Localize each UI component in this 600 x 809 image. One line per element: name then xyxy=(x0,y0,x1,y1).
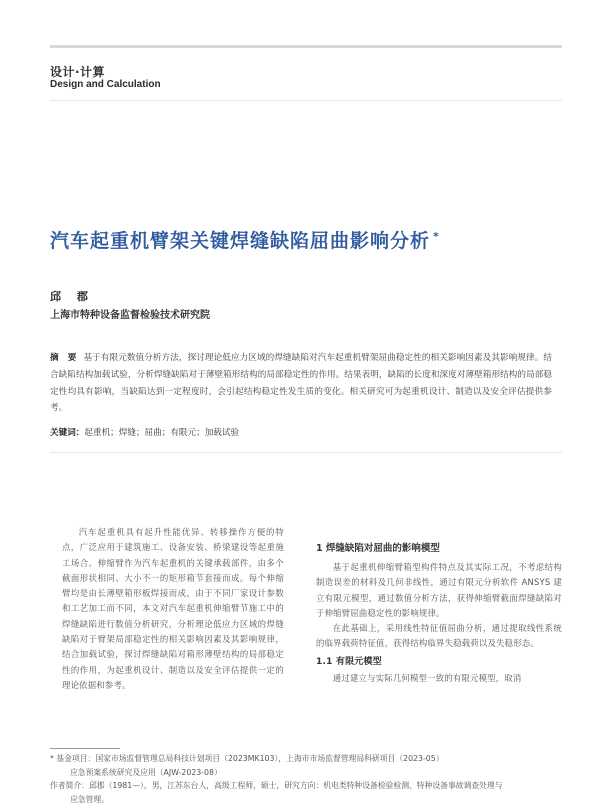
section-label-en: Design and Calculation xyxy=(50,79,161,90)
footnote-funding: * 基金项目：国家市场监督管理总局科技计划项目（2023MK103），上海市市场监督管理局科研项目（2023-05） xyxy=(50,754,444,763)
footnotes xyxy=(50,752,562,806)
abstract xyxy=(50,350,552,417)
keywords-label: 关键词： xyxy=(50,428,85,438)
abstract-rule xyxy=(50,452,562,453)
body-left-column xyxy=(62,525,284,693)
author-affiliation: 上海市特种设备监督检验技术研究院 xyxy=(50,310,210,321)
subsection-1-1-heading: 1.1 有限元模型 xyxy=(316,656,382,667)
footnote-author-cont: 应急管理。 xyxy=(70,794,109,804)
footnote-funding-cont: 应急预案系统研究及应用（AJW-2023-08） xyxy=(70,767,222,777)
article-title-text: 汽车起重机臂架关键焊缝缺陷屈曲影响分析 xyxy=(50,230,431,252)
intro-paragraph: 汽车起重机具有起升性能优异、转移操作方便的特点，广泛应用于建筑施工、设备安装、桥梁建设等起重施工场合。伸缩臂作为汽车起重机的关键承载部件，由多个截面形状相同、大小不一的矩形箱节套接而成。每个伸缩臂均是由长薄壁箱形板焊接而成，由于不同厂家设计参数和工艺加工而不同，本文对汽车起重机伸缩臂节施工中的焊缝缺陷进行数值分析研究，分析理论低应力区域的焊缝缺陷对于臂架局部稳定性的相关影响因素及其影响规律，结合加载试验，探讨焊缝缺陷对箱形薄壁结构的局部稳定性的作用，为起重机设计、制造以及安全评估提供一定的理论依据和参考。 xyxy=(62,527,284,690)
keywords xyxy=(50,426,239,438)
section-1-paragraph-1: 基于起重机伸缩臂箱型构件特点及其实际工况，不考虑结构制造误差的材料及几何非线性，通过有限元分析软件 ANSYS 建立有限元模型，通过数值分析方法，获得伸缩臂截面焊缝缺陷对于伸缩臂屈曲稳定性的影响规律。 xyxy=(316,562,562,618)
header-rule xyxy=(50,100,562,101)
top-rule xyxy=(50,45,562,48)
article-title xyxy=(50,226,440,253)
body-right-column xyxy=(316,560,562,686)
keywords-text: 起重机；焊缝；屈曲；有限元；加载试验 xyxy=(84,428,240,438)
footnote-rule xyxy=(50,748,120,749)
section-label-cn: 设计·计算 xyxy=(50,65,106,79)
section-1-paragraph-2: 在此基础上，采用线性特征值屈曲分析，通过提取线性系统的临界载荷特征值，获得结构临界失稳载荷以及失稳形态。 xyxy=(316,623,562,649)
section-1-heading: 1 焊缝缺陷对屈曲的影响模型 xyxy=(316,543,440,554)
footnote-author: 作者简介：邱郡（1981—），男，江苏东台人，高级工程师，硕士，研究方向：机电类特种设备检验检测、特种设备事故调查处理与 xyxy=(50,781,503,790)
abstract-label: 摘 要 xyxy=(50,353,80,363)
abstract-text: 基于有限元数值分析方法，探讨理论低应力区域的焊缝缺陷对汽车起重机臂架屈曲稳定性的相关影响因素及其影响规律。结合缺陷结构加载试验，分析焊缝缺陷对于薄壁箱形结构的局部稳定性的作用。结果表明，缺陷的长度和深度对薄壁箱形结构的局部稳定性均具有影响，当缺陷达到一定程度时，会引起结构稳定性发生质的变化。相关研究可为起重机设计、制造以及安全评估提供参考。 xyxy=(50,353,552,414)
title-footnote-mark: * xyxy=(433,230,440,243)
subsection-1-1-paragraph: 通过建立与实际几何模型一致的有限元模型，取消 xyxy=(332,673,522,684)
author-name: 邱 郡 xyxy=(50,290,94,303)
